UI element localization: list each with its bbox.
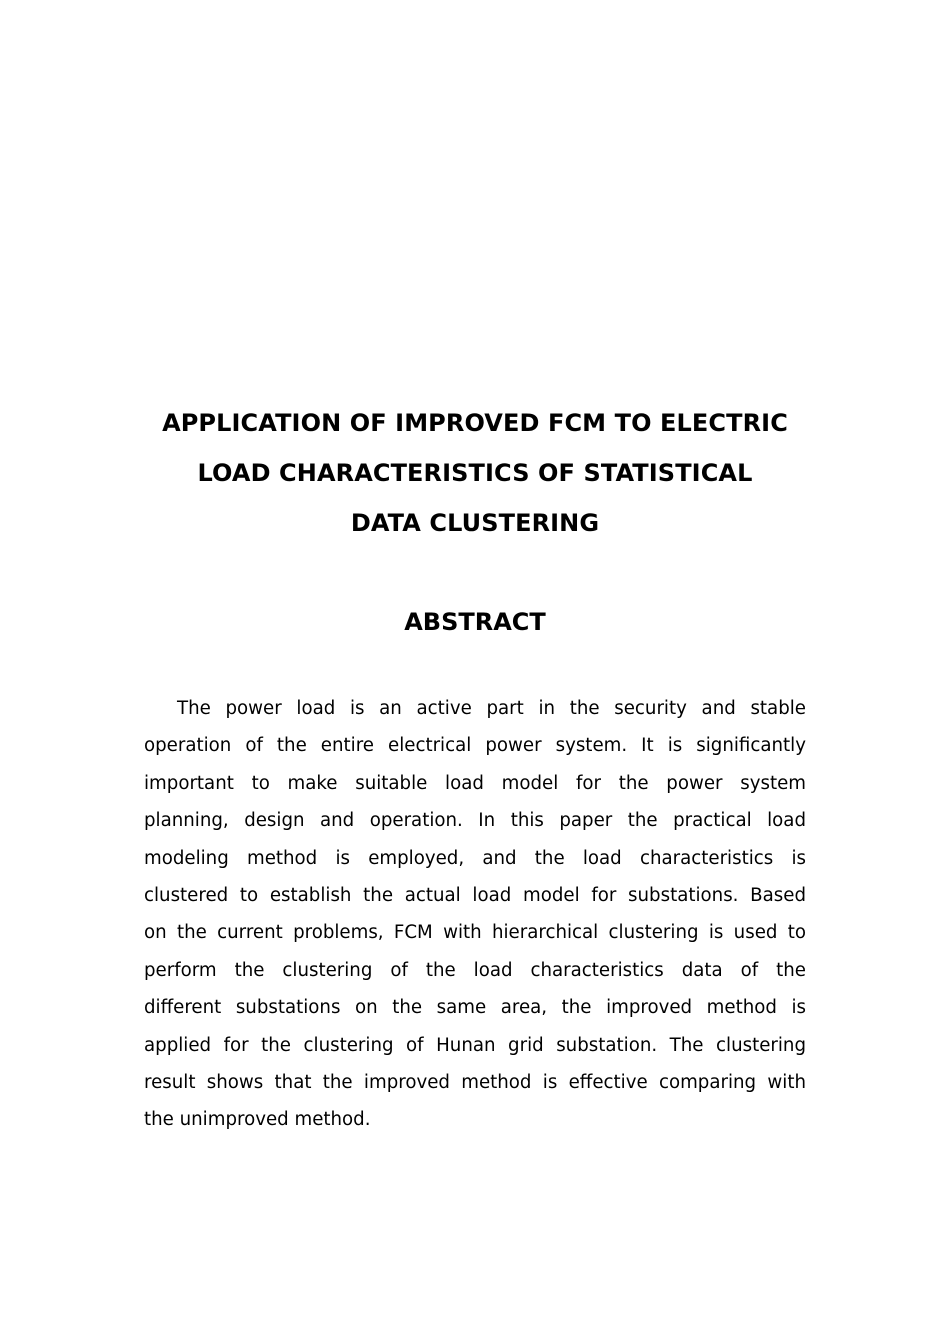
abstract-line: important to make suitable load model for the power system [144,772,806,794]
abstract-line: on the current problems, FCM with hierarchical clustering is used to [144,922,806,944]
abstract-line: applied for the clustering of Hunan grid substation. The clustering [144,1034,806,1056]
abstract-line: perform the clustering of the load characteristics data of the [144,959,806,981]
title-line: LOAD CHARACTERISTICS OF STATISTICAL [197,459,753,487]
abstract-line: planning, design and operation. In this paper the practical load [144,810,806,832]
title-line: DATA CLUSTERING [350,509,600,537]
abstract-line: operation of the entire electrical power system. It is significantly [144,735,806,757]
abstract-paragraph [144,690,806,1139]
abstract-line: clustered to establish the actual load model for substations. Based [144,884,806,906]
paper-title [144,398,806,548]
abstract-line: modeling method is employed, and the load characteristics is [144,847,806,869]
abstract-line: The power load is an active part in the security and stable [177,698,806,719]
abstract-line: the unimproved method. [144,1109,371,1131]
title-line: APPLICATION OF IMPROVED FCM TO ELECTRIC [162,409,788,437]
abstract-heading: ABSTRACT [404,608,546,636]
abstract-line: different substations on the same area, the improved method is [144,997,806,1019]
abstract-line: result shows that the improved method is effective comparing with [144,1071,806,1093]
